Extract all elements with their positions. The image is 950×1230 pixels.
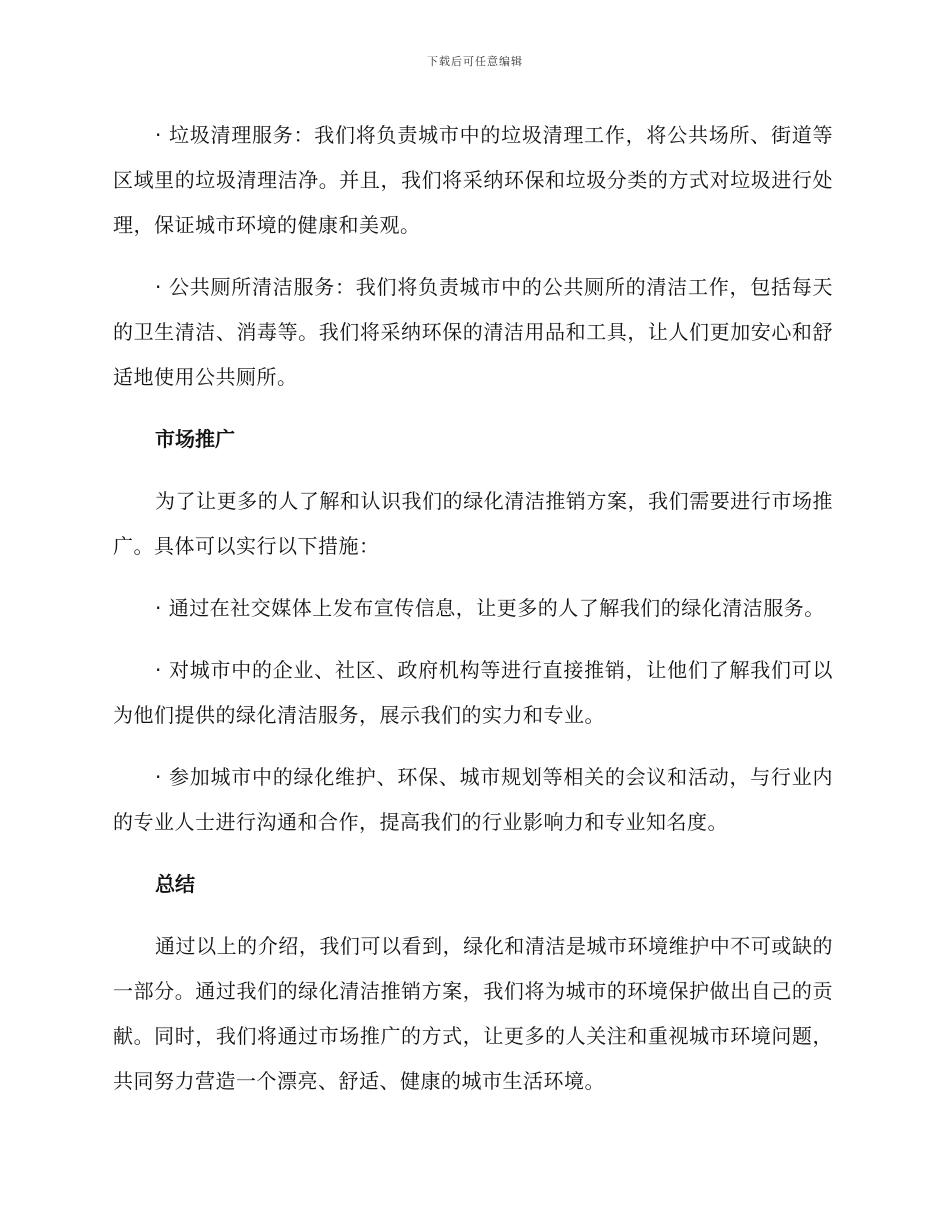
marketing-intro-paragraph: 为了让更多的人了解和认识我们的绿化清洁推销方案，我们需要进行市场推广。具体可以实行以下措施： bbox=[113, 489, 833, 558]
page-header: 下载后可任意编辑 bbox=[427, 55, 523, 68]
bullet-social-media: · 通过在社交媒体上发布宣传信息，让更多的人了解我们的绿化清洁服务。 bbox=[155, 596, 825, 620]
bullet-conferences: · 参加城市中的绿化维护、环保、城市规划等相关的会议和活动，与行业内的专业人士进行沟通和合作，提高我们的行业影响力和专业知名度。 bbox=[113, 765, 833, 834]
bullet-public-toilet-cleaning: · 公共厕所清洁服务：我们将负责城市中的公共厕所的清洁工作，包括每天的卫生清洁、消毒等。我们将采纳环保的清洁用品和工具，让人们更加安心和舒适地使用公共厕所。 bbox=[113, 275, 833, 389]
section-heading-summary: 总结 bbox=[155, 872, 195, 896]
document-body bbox=[113, 113, 833, 1121]
summary-paragraph: 通过以上的介绍，我们可以看到，绿化和清洁是城市环境维护中不可或缺的一部分。通过我们的绿化清洁推销方案，我们将为城市的环境保护做出自己的贡献。同时，我们将通过市场推广的方式，让更多的人关注和重视城市环境问题，共同努力营造一个漂亮、舒适、健康的城市生活环境。 bbox=[113, 934, 833, 1093]
bullet-direct-sales: · 对城市中的企业、社区、政府机构等进行直接推销，让他们了解我们可以为他们提供的绿化清洁服务，展示我们的实力和专业。 bbox=[113, 658, 833, 727]
bullet-garbage-cleaning: · 垃圾清理服务：我们将负责城市中的垃圾清理工作，将公共场所、街道等区域里的垃圾清理洁净。并且，我们将采纳环保和垃圾分类的方式对垃圾进行处理，保证城市环境的健康和美观。 bbox=[113, 123, 833, 237]
section-heading-marketing: 市场推广 bbox=[155, 427, 235, 451]
